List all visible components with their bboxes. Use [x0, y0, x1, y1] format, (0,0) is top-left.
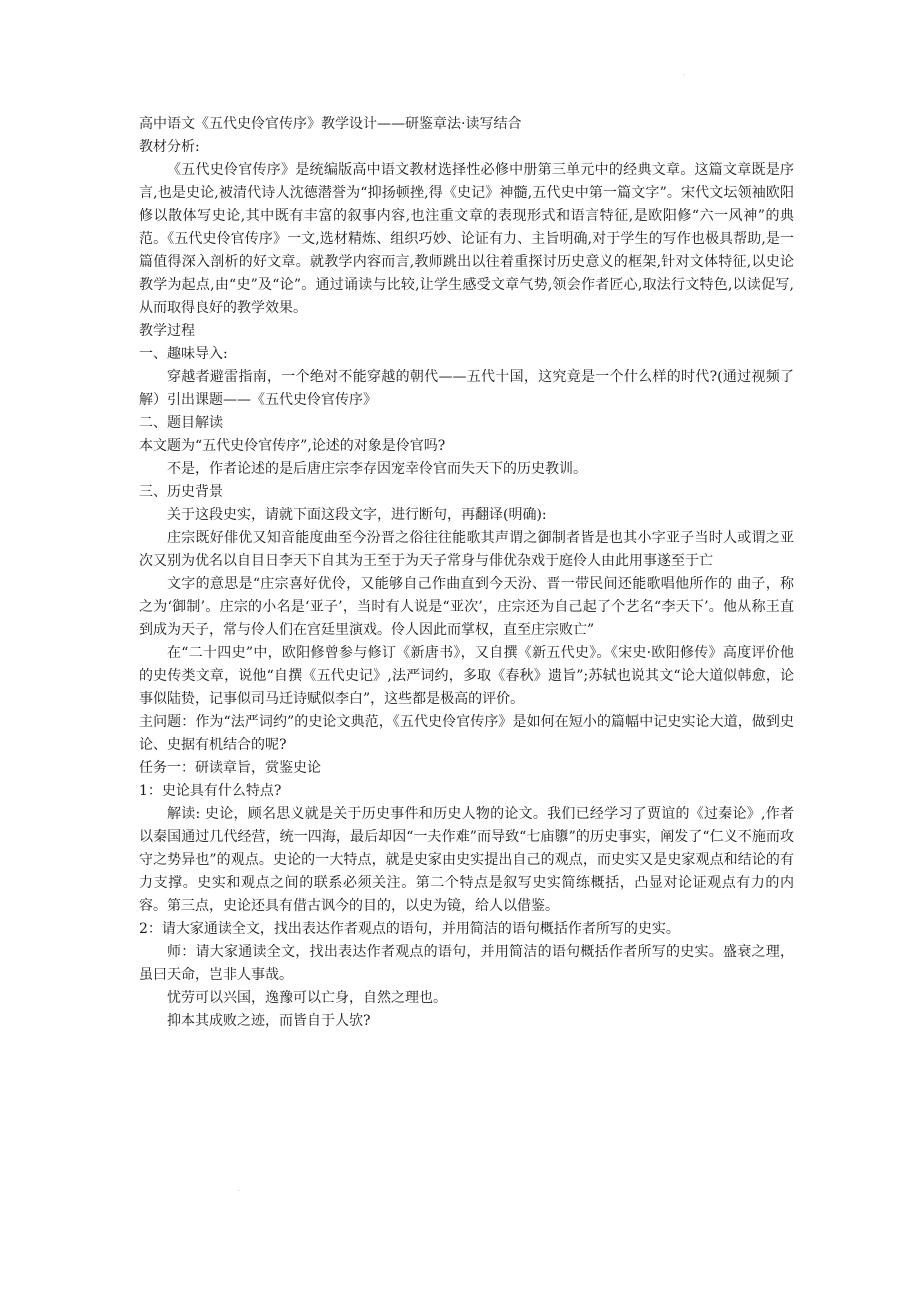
paragraph: 1：史论具有什么特点?: [139, 783, 282, 799]
paragraph: 教学过程: [139, 323, 195, 339]
paragraph: 抑本其成败之迹，而皆自于人欤?: [167, 1013, 371, 1029]
paragraph: 2：请大家通读全文，找出表达作者观点的语句，并用简洁的语句概括作者所写的史实。: [139, 921, 680, 937]
scan-speck: ·: [683, 72, 685, 79]
paragraph: 主问题：作为“法严词约”的史论文典范，《五代史伶官传序》是如何在短小的篇幅中记史实论大道，做到史论、史据有机结合的呢?: [139, 714, 794, 753]
document-body: [139, 113, 794, 1033]
paragraph: 文字的意思是“庄宗喜好优伶，又能够自己作曲直到今天汾、晋一带民间还能歌唱他所作的 曲子，称之为‘御制’。庄宗的小名是‘亚子’，当时有人说是“亚次’，庄宗还为自己起了个艺名“李天下’。他从称王直到成为天子，常与伶人们在宫廷里演戏。伶人因此而掌权，直至庄宗败亡”: [139, 576, 794, 638]
paragraph: 关于这段史实，请就下面这段文字，进行断句，再翻译(明确):: [167, 507, 547, 523]
paragraph: 师：请大家通读全文，找出表达作者观点的语句，并用简洁的语句概括作者所写的史实。盛衰之理，虽曰天命，岂非人事哉。: [139, 944, 794, 983]
paragraph: 解读: 史论，顾名思义就是关于历史事件和历史人物的论文。我们已经学习了贾谊的《过秦论》,作者以秦国通过几代经营，统一四海，最后却因“一夫作难”而导致“七庙隳”的历史事实，阐发了“仁义不施而攻守之势异也”的观点。史论的一大特点，就是史家由史实提出自己的观点，而史实又是史家观点和结论的有力支撑。史实和观点之间的联系必须关注。第二个特点是叙写史实简练概括，凸显对论证观点有力的内容。第三点，史论还具有借古讽今的目的，以史为镜，给人以借鉴。: [139, 806, 794, 914]
paragraph: 三、历史背景: [139, 484, 223, 500]
scan-speck: ·: [238, 1188, 240, 1195]
paragraph: 不是，作者论述的是后唐庄宗李存因宠幸伶官而失天下的历史教训。: [167, 461, 587, 477]
paragraph: 一、趣味导入:: [139, 346, 228, 362]
paragraph: 任务一：研读章旨，赏鉴史论: [139, 760, 321, 776]
paragraph: 教材分析:: [139, 139, 200, 155]
document-title: 高中语文《五代史伶官传序》教学设计——研鉴章法·读写结合: [139, 116, 522, 132]
paragraph: 穿越者避雷指南，一个绝对不能穿越的朝代——五代十国，这究竟是一个什么样的时代?(通过视频了解）引出课题——《五代史伶官传序》: [139, 369, 794, 408]
paragraph: 庄宗既好俳优又知音能度曲至今汾晋之俗往往能歌其声谓之御制者皆是也其小字亚子当时人或谓之亚次又别为优名以自目日李天下自其为王至于为天子常身与俳优杂戏于庭伶人由此用事遂至于亡: [139, 530, 794, 569]
paragraph: 二、题目解读: [139, 415, 223, 431]
paragraph: 忧劳可以兴国，逸豫可以亡身，自然之理也。: [167, 990, 447, 1006]
paragraph: 《五代史伶官传序》是统编版高中语文教材选择性必修中册第三单元中的经典文章。这篇文章既是序言,也是史论,被清代诗人沈德潜誉为“抑扬顿挫,得《史记》神髓,五代史中第一篇文字”。宋代文坛领袖欧阳修以散体写史论,其中既有丰富的叙事内容,也注重文章的表现形式和语言特征,是欧阳修“六一风神”的典范。《五代史伶官传序》一文,选材精炼、组织巧妙、论证有力、主旨明确,对于学生的写作也极具帮助,是一篇值得深入剖析的好文章。就教学内容而言,教师跳出以往着重探讨历史意义的框架,针对文体特征,以史论教学为起点,由“史”及“论”。通过诵读与比较,让学生感受文章气势,领会作者匠心,取法行文特色,以读促写,从而取得良好的教学效果。: [139, 162, 794, 316]
paragraph: 在“二十四史”中，欧阳修曾参与修订《新唐书》，又自撰《新五代史》。《宋史·欧阳修传》高度评价他的史传类文章，说他“自撰《五代史记》,法严词约，多取《春秋》遗旨”;苏轼也说其文“论大道似韩愈，论事似陆贽，记事似司马迁诗赋似李白”，这些都是极高的评价。: [139, 645, 794, 707]
paragraph: 本文题为“五代史伶官传序”,论述的对象是伶官吗?: [139, 438, 446, 454]
paragraph-list: [139, 136, 794, 1033]
